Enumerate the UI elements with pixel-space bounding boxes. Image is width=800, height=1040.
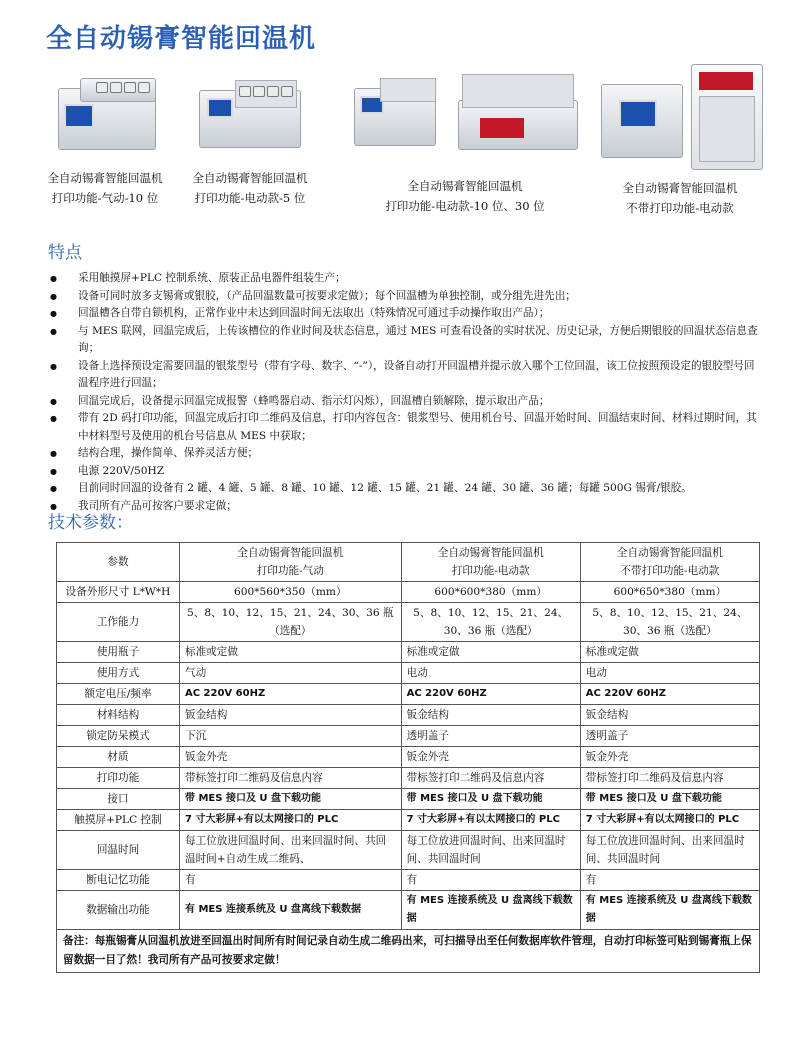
spec-value: AC 220V 60HZ: [180, 684, 402, 705]
spec-value: 带标签打印二维码及信息内容: [401, 768, 580, 789]
spec-label: 锁定防呆模式: [57, 726, 180, 747]
feature-item: ● 结构合理，操作简单、保养灵活方便；: [48, 445, 760, 463]
spec-table: [56, 542, 760, 973]
spec-label: 使用方式: [57, 663, 180, 684]
spec-value: 标准或定做: [401, 642, 580, 663]
spec-value: 钣金结构: [180, 705, 402, 726]
product-card: [40, 70, 170, 208]
spec-row: [57, 582, 760, 603]
product-card: [345, 60, 585, 216]
spec-row: [57, 705, 760, 726]
features-list: [48, 270, 760, 515]
spec-header-param: 参数: [57, 543, 180, 582]
spec-value: 钣金结构: [401, 705, 580, 726]
product-variant: 打印功能-气动-10 位: [51, 191, 159, 205]
feature-item: ● 设备可同时放多支锡膏或银胶，（产品回温数量可按要求定做）；每个回温槽为单独控制，或分组先进先出；: [48, 288, 760, 306]
machine-image: [595, 60, 765, 172]
spec-row: [57, 810, 760, 831]
feature-item: ● 回温完成后，设备提示回温完成报警（蜂鸣器启动、指示灯闪烁），回温槽自锁解除，提示取出产品；: [48, 393, 760, 411]
spec-label: 接口: [57, 789, 180, 810]
page-title: 全自动锡膏智能回温机: [46, 24, 317, 54]
spec-label: 数据输出功能: [57, 891, 180, 930]
spec-value: 带标签打印二维码及信息内容: [580, 768, 759, 789]
spec-row: [57, 870, 760, 891]
spec-value: 7 寸大彩屏+有以太网接口的 PLC: [401, 810, 580, 831]
spec-label: 工作能力: [57, 603, 180, 642]
product-name: 全自动锡膏智能回温机: [622, 181, 738, 195]
spec-value: 有 MES 连接系统及 U 盘离线下载数据: [580, 891, 759, 930]
feature-item: ● 设备上选择预设定需要回温的银浆型号（带有字母、数字、“-”），设备自动打开回温槽并提示放入哪个工位回温，该工位按照预设定的银胶型号回温程序进行回温；: [48, 358, 760, 393]
spec-value: 气动: [180, 663, 402, 684]
spec-value: 钣金结构: [580, 705, 759, 726]
machine-image: [50, 70, 160, 162]
product-name: 全自动锡膏智能回温机: [407, 179, 523, 193]
feature-item: ● 与 MES 联网，回温完成后，上传该槽位的作业时间及状态信息，通过 MES 可查看设备的实时状况、历史记录，方便后期银胶的回温状态信息查询；: [48, 323, 760, 358]
spec-value: AC 220V 60HZ: [401, 684, 580, 705]
spec-note: 备注：每瓶锡膏从回温机放进至回温出时间所有时间记录自动生成二维码出来，可扫描导出至任何数据库软件管理，自动打印标签可贴到锡膏瓶上保留数据一目了然！我司所有产品可按要求定做！: [57, 930, 760, 973]
spec-value: 钣金外壳: [580, 747, 759, 768]
spec-header-col: 全自动锡膏智能回温机 打印功能-气动: [180, 543, 402, 582]
spec-value: 每工位放进回温时间、出来回温时间、共回温时间: [401, 831, 580, 870]
feature-item: ● 采用触摸屏+PLC 控制系统、原装正品电器件组装生产；: [48, 270, 760, 288]
product-name: 全自动锡膏智能回温机: [47, 171, 163, 185]
spec-value: 有: [401, 870, 580, 891]
spec-value: 每工位放进回温时间、出来回温时间、共回温时间: [580, 831, 759, 870]
spec-value: 带 MES 接口及 U 盘下载功能: [401, 789, 580, 810]
feature-item: ● 带有 2D 码打印功能，回温完成后打印二维码及信息，打印内容包含：银浆型号、使用机台号、回温开始时间、回温结束时间、材料过期时间，其中材料型号及使用的机台号信息从 MES 中获取；: [48, 410, 760, 445]
feature-item: ● 电源 220V/50HZ: [48, 463, 760, 481]
feature-item: ● 目前同时回温的设备有 2 罐、4 罐、5 罐、8 罐、10 罐、12 罐、15 罐、21 罐、24 罐、30 罐、36 罐；每罐 500G 锡膏/银胶。: [48, 480, 760, 498]
spec-value: 带 MES 接口及 U 盘下载功能: [580, 789, 759, 810]
spec-value: 下沉: [180, 726, 402, 747]
spec-body: [57, 582, 760, 930]
spec-header-row: [57, 543, 760, 582]
spec-value: 5、8、10、12、15、21、24、30、36 瓶（选配）: [580, 603, 759, 642]
features-heading: 特点: [48, 243, 82, 263]
spec-row: [57, 726, 760, 747]
product-variant: 不带打印功能-电动款: [626, 201, 734, 215]
spec-value: 有: [180, 870, 402, 891]
spec-value: 有 MES 连接系统及 U 盘离线下载数据: [401, 891, 580, 930]
spec-label: 断电记忆功能: [57, 870, 180, 891]
spec-row: [57, 684, 760, 705]
spec-row: [57, 768, 760, 789]
feature-item: ● 我司所有产品可按客户要求定做；: [48, 498, 760, 516]
spec-value: 7 寸大彩屏+有以太网接口的 PLC: [580, 810, 759, 831]
spec-header-col: 全自动锡膏智能回温机 打印功能-电动款: [401, 543, 580, 582]
product-name: 全自动锡膏智能回温机: [192, 171, 308, 185]
spec-value: 600*650*380（mm）: [580, 582, 759, 603]
spec-value: 标准或定做: [580, 642, 759, 663]
machine-image: [350, 60, 580, 170]
spec-row: [57, 642, 760, 663]
spec-row: [57, 831, 760, 870]
spec-label: 材料结构: [57, 705, 180, 726]
spec-label: 使用瓶子: [57, 642, 180, 663]
spec-heading: 技术参数：: [48, 513, 133, 533]
spec-row: [57, 891, 760, 930]
spec-value: 有 MES 连接系统及 U 盘离线下载数据: [180, 891, 402, 930]
spec-value: 电动: [401, 663, 580, 684]
spec-row: [57, 747, 760, 768]
spec-value: 电动: [580, 663, 759, 684]
spec-note-row: [57, 930, 760, 973]
spec-label: 触摸屏+PLC 控制: [57, 810, 180, 831]
product-card: [590, 60, 770, 218]
product-variant: 打印功能-电动款-5 位: [194, 191, 306, 205]
spec-value: AC 220V 60HZ: [580, 684, 759, 705]
spec-value: 600*600*380（mm）: [401, 582, 580, 603]
spec-value: 带标签打印二维码及信息内容: [180, 768, 402, 789]
spec-value: 7 寸大彩屏+有以太网接口的 PLC: [180, 810, 402, 831]
spec-label: 回温时间: [57, 831, 180, 870]
spec-row: [57, 789, 760, 810]
spec-header-col: 全自动锡膏智能回温机 不带打印功能-电动款: [580, 543, 759, 582]
machine-image: [195, 70, 305, 162]
spec-value: 有: [580, 870, 759, 891]
spec-value: 5、8、10、12、15、21、24、30、36 瓶（选配）: [180, 603, 402, 642]
spec-value: 钣金外壳: [180, 747, 402, 768]
spec-row: [57, 663, 760, 684]
product-variant: 打印功能-电动款-10 位、30 位: [385, 199, 545, 213]
spec-value: 带 MES 接口及 U 盘下载功能: [180, 789, 402, 810]
spec-label: 额定电压/频率: [57, 684, 180, 705]
spec-value: 标准或定做: [180, 642, 402, 663]
spec-value: 600*560*350（mm）: [180, 582, 402, 603]
spec-label: 打印功能: [57, 768, 180, 789]
spec-value: 每工位放进回温时间、出来回温时间、共回温时间+自动生成二维码、: [180, 831, 402, 870]
spec-label: 材质: [57, 747, 180, 768]
spec-label: 设备外形尺寸 L*W*H: [57, 582, 180, 603]
spec-value: 钣金外壳: [401, 747, 580, 768]
product-card: [180, 70, 320, 208]
spec-row: [57, 603, 760, 642]
feature-item: ● 回温槽各自带自锁机构，正常作业中未达到回温时间无法取出（特殊情况可通过手动操作取出产品）；: [48, 305, 760, 323]
spec-value: 5、8、10、12、15、21、24、30、36 瓶（选配）: [401, 603, 580, 642]
spec-value: 透明盖子: [580, 726, 759, 747]
spec-value: 透明盖子: [401, 726, 580, 747]
